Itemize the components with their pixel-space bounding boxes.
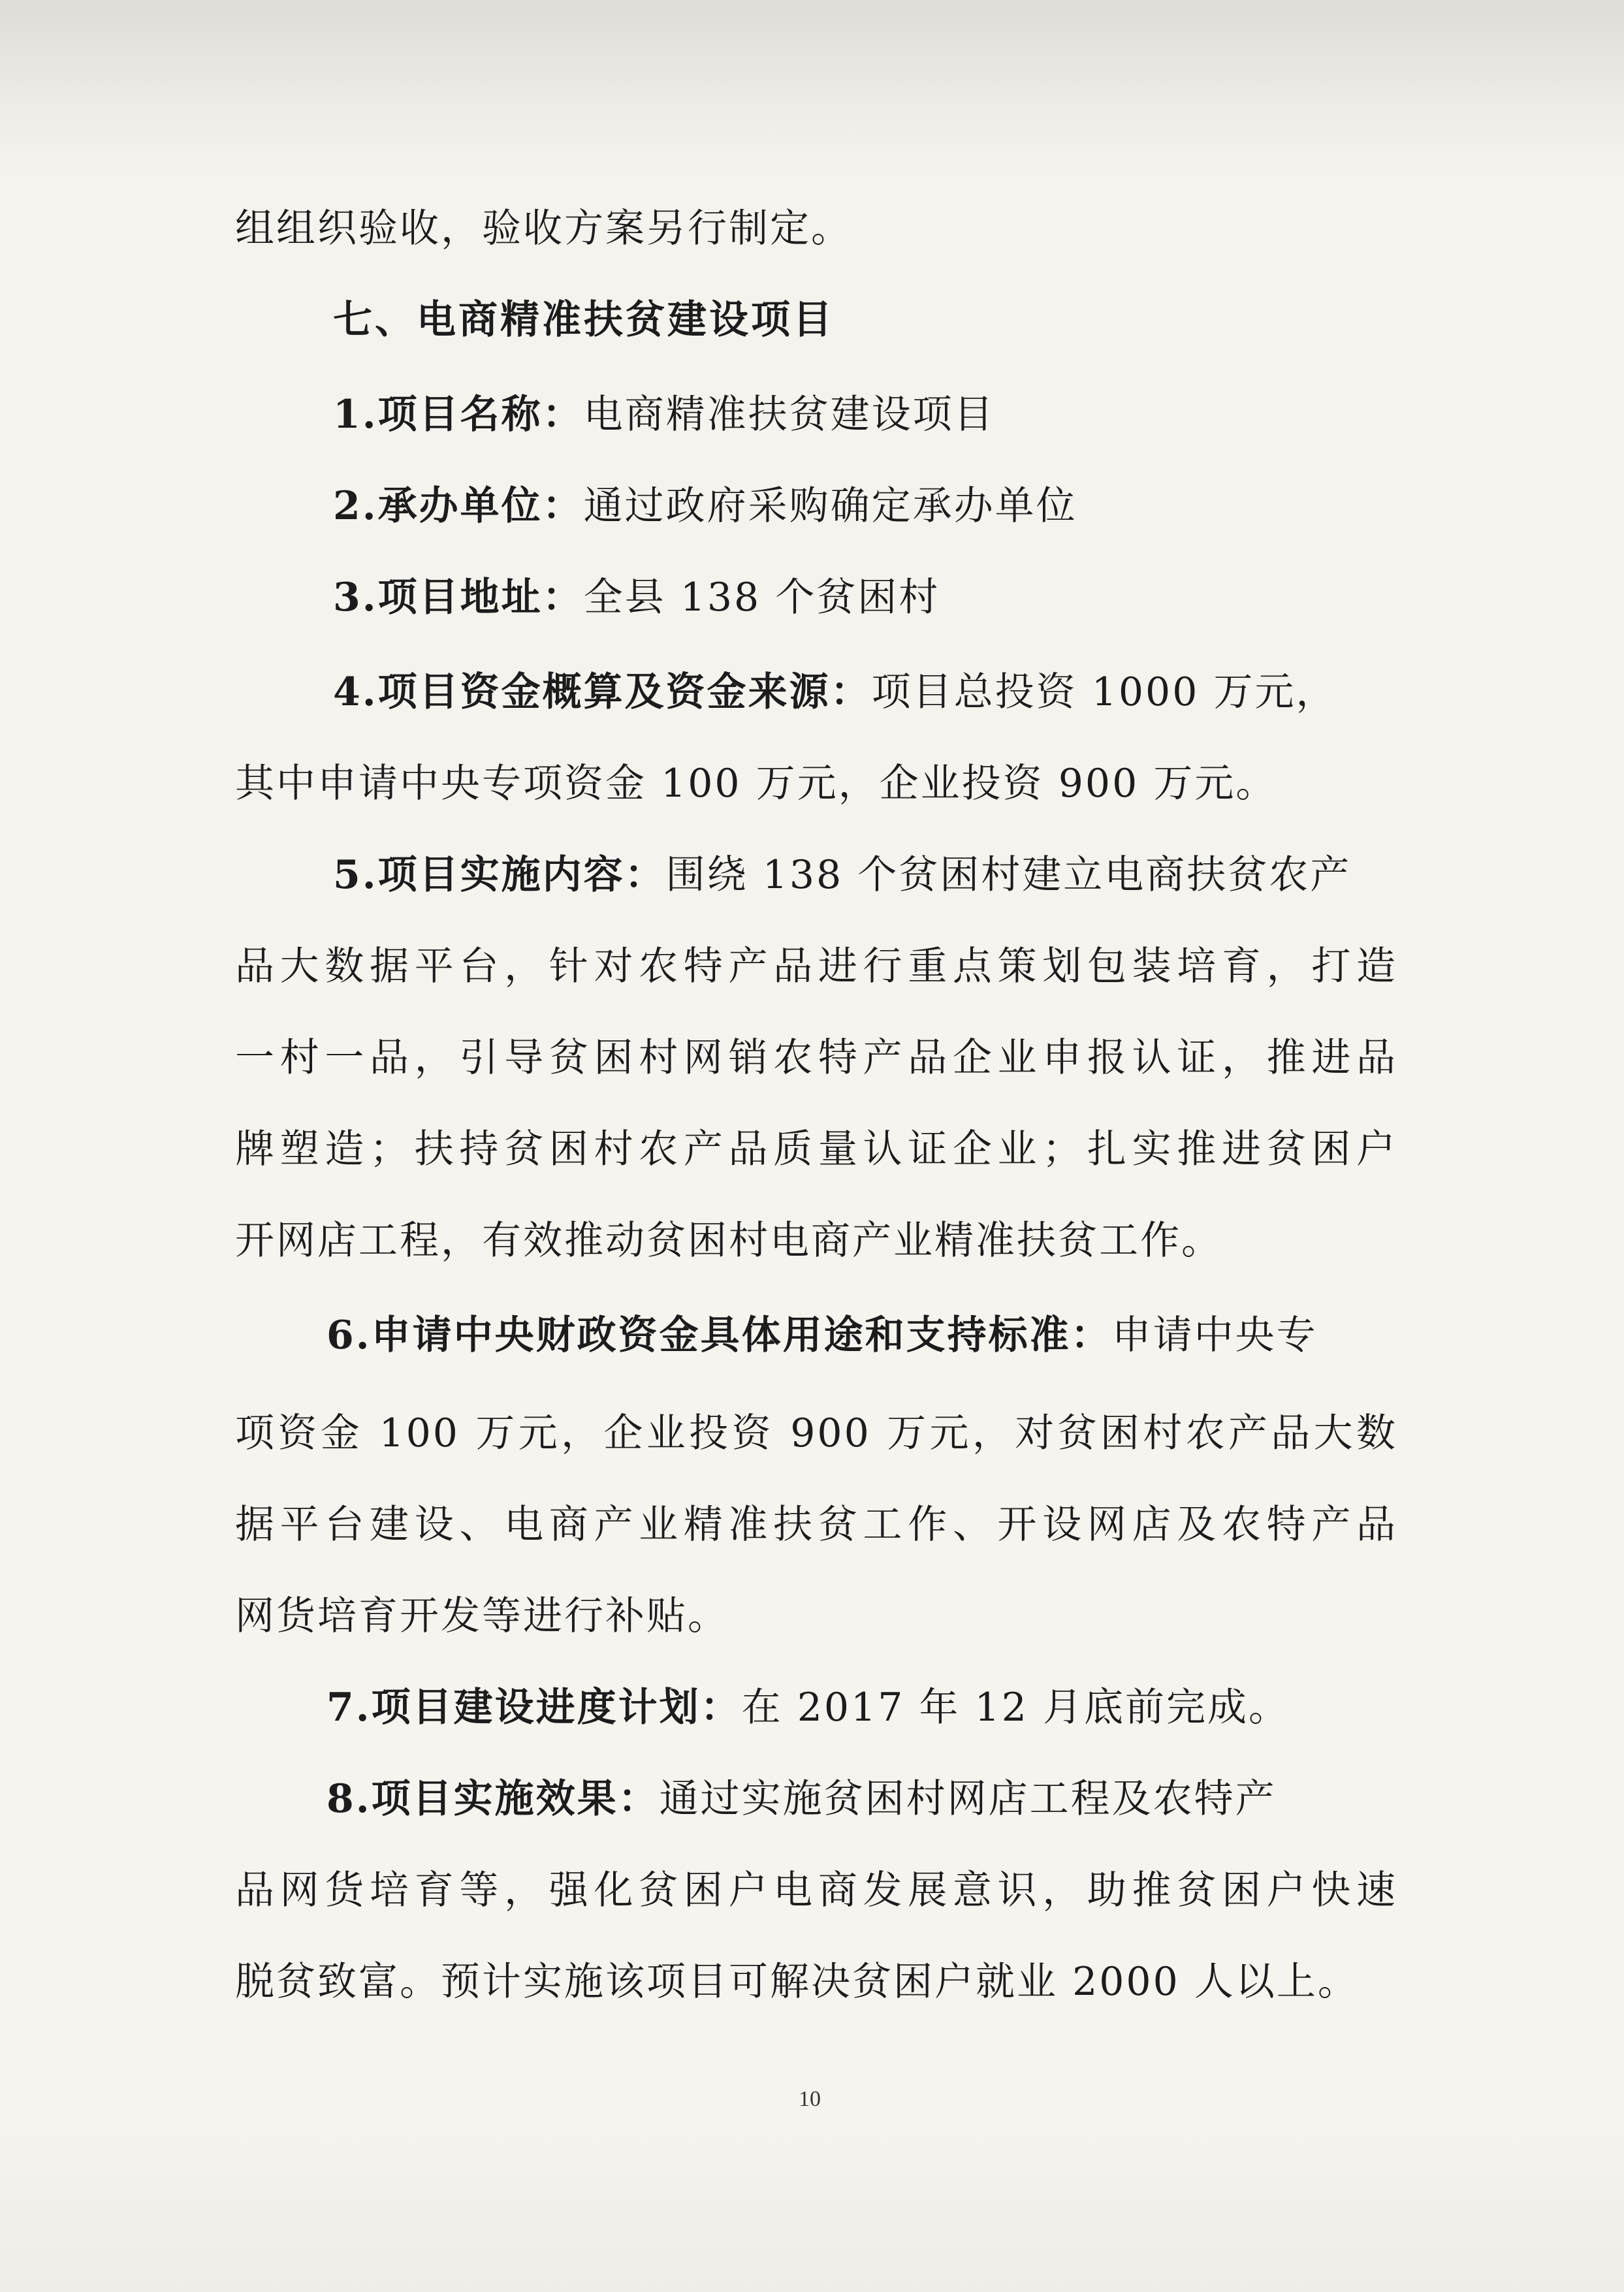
item-central-funds [235, 1309, 1397, 1361]
line-text: 脱贫致富。预计实施该项目可解决贫困户就业 2000 人以上。 [235, 1959, 1359, 2005]
line-text: 一村一品，引导贫困村网销农特产品企业申报认证，推进品 [235, 1035, 1397, 1081]
item-label: 6.申请中央财政资金具体用途和支持标准： [326, 1313, 1112, 1358]
line-text: 组组织验收，验收方案另行制定。 [235, 206, 852, 251]
line-text: 据平台建设、电商产业精准扶贫工作、开设网店及农特产品 [235, 1502, 1397, 1548]
item-value: 项目总投资 1000 万元， [871, 669, 1337, 715]
item-label: 2.承办单位： [333, 483, 584, 529]
line-text: 开网店工程，有效推动贫困村电商产业精准扶贫工作。 [235, 1218, 1222, 1264]
item-host-unit [235, 480, 1397, 532]
line-text: 牌塑造；扶持贫困村农产品质量认证企业；扎实推进贫困户 [235, 1126, 1397, 1172]
item-value: 围绕 138 个贫困村建立电商扶贫农产 [665, 852, 1352, 898]
body-line-impl-3 [235, 1032, 1397, 1084]
item-schedule [235, 1681, 1397, 1734]
item-value: 在 2017 年 12 月底前完成。 [741, 1685, 1290, 1730]
item-label: 4.项目资金概算及资金来源： [333, 669, 872, 715]
item-label: 5.项目实施内容： [333, 852, 666, 898]
body-line-funding-cont [235, 757, 1397, 810]
body-line-funds-2 [235, 1407, 1397, 1459]
item-value: 全县 138 个贫困村 [583, 575, 940, 620]
item-funding [235, 666, 1397, 718]
line-text: 品大数据平台，针对农特产品进行重点策划包装培育，打造 [235, 944, 1397, 989]
item-value: 通过政府采购确定承办单位 [583, 483, 1077, 529]
line-text: 品网货培育等，强化贫困户电商发展意识，助推贫困户快速 [235, 1868, 1397, 1913]
body-line-impl-4 [235, 1123, 1397, 1175]
line-text: 项资金 100 万元，企业投资 900 万元，对贫困村农产品大数 [235, 1410, 1397, 1456]
page-number: 10 [799, 2087, 821, 2111]
body-line-impl-2 [235, 940, 1397, 993]
item-project-name [235, 389, 1397, 441]
item-label: 3.项目地址： [333, 575, 584, 620]
scan-shadow [0, 0, 1624, 163]
item-value: 通过实施贫困村网店工程及农特产 [659, 1776, 1277, 1822]
body-line-effect-3 [235, 1956, 1397, 2008]
item-value: 电商精准扶贫建设项目 [583, 392, 995, 438]
body-line-impl-5 [235, 1215, 1397, 1267]
line-text: 网货培育开发等进行补贴。 [235, 1593, 729, 1639]
body-line-effect-2 [235, 1864, 1397, 1917]
item-project-address [235, 571, 1397, 624]
item-implementation [235, 849, 1397, 901]
item-label: 1.项目名称： [333, 392, 584, 438]
item-label: 7.项目建设进度计划： [326, 1685, 742, 1730]
body-line-funds-3 [235, 1499, 1397, 1551]
section-heading-text: 七、电商精准扶贫建设项目 [333, 297, 835, 343]
section-heading [235, 294, 1397, 346]
item-label: 8.项目实施效果： [326, 1776, 660, 1822]
body-line-1 [235, 202, 1397, 255]
item-effect [235, 1773, 1397, 1825]
item-value: 申请中央专 [1111, 1313, 1318, 1358]
line-text: 其中申请中央专项资金 100 万元，企业投资 900 万元。 [235, 761, 1277, 806]
body-line-funds-4 [235, 1590, 1397, 1642]
